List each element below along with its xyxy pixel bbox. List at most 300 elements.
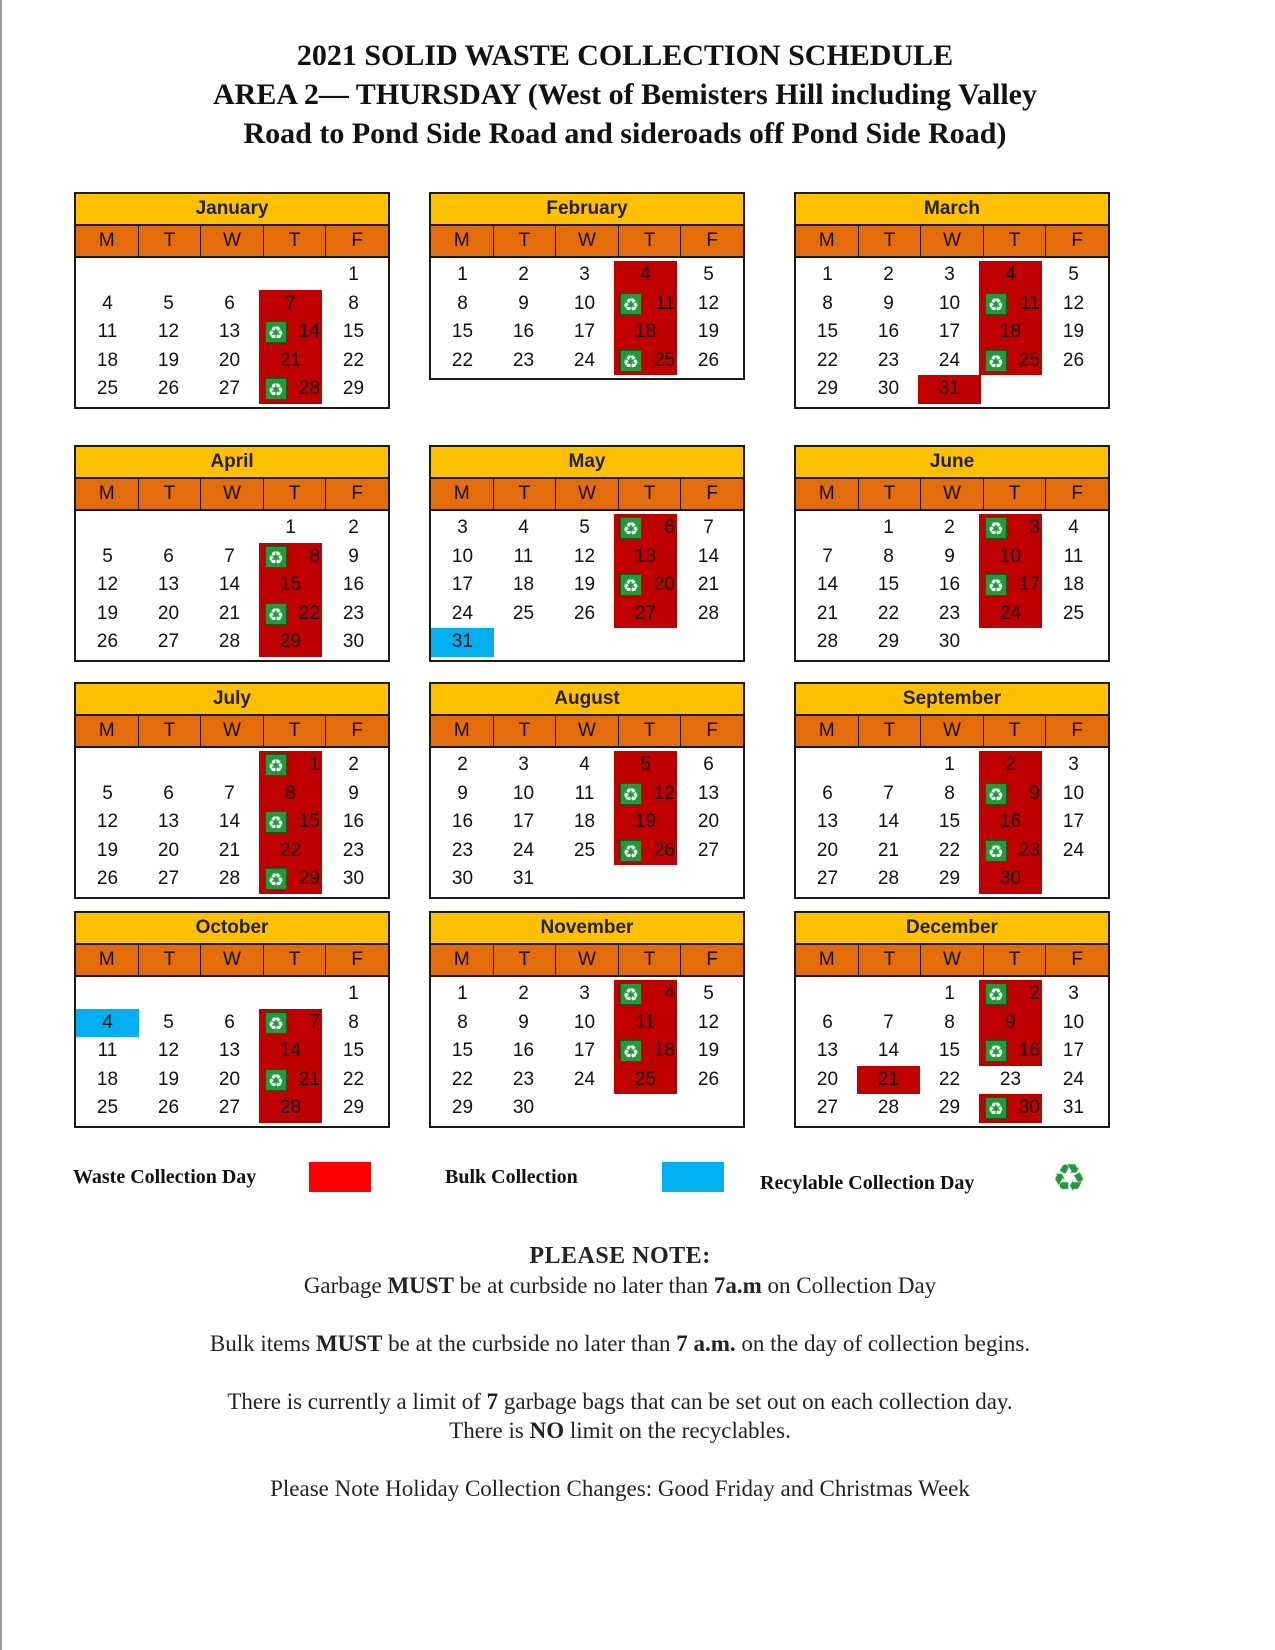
day-cell-waste: 2 — [979, 751, 1042, 780]
day-cell-waste — [259, 600, 322, 629]
day-cell-waste — [614, 347, 677, 376]
day-grid — [76, 511, 388, 660]
weekday-header — [76, 226, 388, 258]
legend-bulk-label: Bulk Collection — [445, 1166, 578, 1188]
day-cell-waste: 28 — [259, 1094, 322, 1123]
day-cell-waste: 18 — [614, 318, 677, 347]
day-cell-waste — [614, 837, 677, 866]
day-cell: 15 — [342, 1040, 365, 1061]
weekday-label: T — [619, 226, 682, 256]
day-cell: 6 — [224, 1011, 235, 1033]
day-cell: 6 — [703, 754, 714, 775]
day-cell: 8 — [457, 1011, 468, 1033]
month-name: May — [431, 447, 743, 479]
recycle-icon: ♻ — [265, 546, 287, 568]
day-number: 16 — [1018, 1040, 1040, 1061]
recycle-icon: ♻ — [265, 1069, 287, 1091]
day-cell: 14 — [877, 811, 900, 832]
day-cell: 2 — [348, 517, 359, 538]
day-cell: 12 — [96, 574, 119, 595]
day-cell: 28 — [877, 868, 900, 889]
weekday-label: M — [76, 479, 139, 509]
day-cell: 4 — [102, 292, 113, 314]
day-cell: 2 — [518, 983, 529, 1004]
recycle-icon: ♻ — [985, 350, 1007, 372]
day-cell: 3 — [1068, 983, 1079, 1004]
weekday-label: W — [921, 226, 984, 256]
recycle-icon: ♻ — [1052, 1158, 1087, 1200]
day-cell: 18 — [573, 811, 596, 832]
day-cell-waste: 14 — [259, 1037, 322, 1066]
day-cell: 19 — [573, 574, 596, 595]
day-cell: 8 — [883, 545, 894, 567]
recycle-icon: ♻ — [620, 983, 642, 1005]
month-january — [74, 192, 390, 409]
weekday-label: T — [494, 479, 557, 509]
day-grid — [796, 511, 1108, 660]
weekday-header — [431, 479, 743, 511]
day-cell: 26 — [697, 349, 720, 371]
day-cell: 25 — [96, 1097, 119, 1118]
day-cell-waste: 27 — [614, 600, 677, 629]
weekday-label: T — [619, 716, 682, 746]
day-cell-waste — [259, 808, 322, 837]
weekday-label: T — [139, 479, 202, 509]
weekday-header — [796, 226, 1108, 258]
day-cell: 16 — [451, 811, 474, 832]
day-cell-waste: 9 — [979, 1009, 1042, 1038]
day-cell: 29 — [342, 378, 365, 399]
day-cell-waste: 21 — [259, 347, 322, 376]
day-cell: 21 — [218, 602, 241, 624]
month-november — [429, 911, 745, 1128]
day-number: 2 — [1029, 983, 1040, 1004]
weekday-label: T — [139, 226, 202, 256]
day-cell: 17 — [1062, 811, 1085, 832]
day-cell: 18 — [96, 349, 119, 371]
recycle-icon: ♻ — [985, 783, 1007, 805]
notes-heading: PLEASE NOTE: — [529, 1243, 711, 1269]
day-cell: 5 — [102, 782, 113, 804]
day-cell: 30 — [877, 378, 900, 399]
day-cell: 6 — [822, 1011, 833, 1033]
day-cell: 24 — [573, 1068, 596, 1090]
day-cell: 10 — [573, 1011, 596, 1033]
day-cell: 10 — [451, 545, 474, 567]
day-cell: 13 — [218, 1040, 241, 1061]
day-cell: 1 — [457, 264, 468, 285]
month-october — [74, 911, 390, 1128]
day-cell: 11 — [574, 782, 595, 804]
weekday-label: T — [984, 226, 1047, 256]
day-cell: 5 — [102, 545, 113, 567]
day-cell: 5 — [579, 517, 590, 538]
day-grid — [431, 977, 743, 1126]
day-cell: 20 — [218, 1068, 241, 1090]
day-cell: 6 — [163, 782, 174, 804]
day-cell: 15 — [877, 574, 900, 595]
day-number: 25 — [1018, 349, 1040, 371]
day-cell-waste: 30 — [979, 865, 1042, 894]
weekday-label: T — [619, 479, 682, 509]
day-cell-waste — [259, 318, 322, 347]
weekday-header — [431, 716, 743, 748]
day-cell: 22 — [938, 1068, 961, 1090]
day-cell: 11 — [1063, 545, 1084, 567]
day-cell: 23 — [999, 1068, 1022, 1090]
notes-recycle-limit-line: There is NO limit on the recyclables. — [449, 1418, 791, 1443]
day-cell: 12 — [697, 292, 720, 314]
day-cell: 25 — [96, 378, 119, 399]
day-number: 17 — [1018, 574, 1040, 595]
day-cell: 24 — [512, 839, 535, 861]
day-cell: 4 — [518, 517, 529, 538]
weekday-label: T — [859, 716, 922, 746]
day-cell: 1 — [285, 517, 296, 538]
day-cell: 30 — [342, 631, 365, 652]
weekday-label: F — [1071, 230, 1083, 251]
recycle-icon: ♻ — [265, 811, 287, 833]
day-cell: 13 — [816, 1040, 839, 1061]
day-grid — [76, 258, 388, 407]
day-cell: 5 — [703, 983, 714, 1004]
day-cell: 3 — [1068, 754, 1079, 775]
day-cell: 27 — [218, 378, 241, 399]
weekday-label: F — [706, 949, 718, 970]
day-cell: 15 — [451, 1040, 474, 1061]
day-grid — [796, 258, 1108, 407]
day-cell-waste: 10 — [979, 543, 1042, 572]
day-cell: 23 — [342, 839, 365, 861]
recycle-icon: ♻ — [265, 1012, 287, 1034]
weekday-label: W — [921, 479, 984, 509]
day-cell: 3 — [579, 264, 590, 285]
day-cell: 11 — [97, 1040, 118, 1061]
day-cell-waste: 21 — [857, 1066, 920, 1095]
recycle-icon: ♻ — [620, 293, 642, 315]
day-cell: 12 — [573, 545, 596, 567]
weekday-label: M — [76, 716, 139, 746]
weekday-label: T — [984, 716, 1047, 746]
day-cell: 19 — [697, 1040, 720, 1061]
weekday-header — [76, 716, 388, 748]
day-cell: 27 — [218, 1097, 241, 1118]
day-cell-waste — [979, 980, 1042, 1009]
day-cell: 23 — [342, 602, 365, 624]
day-cell: 26 — [157, 378, 180, 399]
day-cell: 19 — [96, 602, 119, 624]
weekday-label: T — [859, 226, 922, 256]
weekday-label: M — [796, 479, 859, 509]
day-cell: 17 — [1062, 1040, 1085, 1061]
day-cell-waste — [979, 571, 1042, 600]
day-cell: 13 — [697, 782, 720, 804]
day-number: 25 — [653, 349, 675, 371]
day-cell-waste — [979, 347, 1042, 376]
day-cell: 29 — [938, 868, 961, 889]
weekday-label: T — [139, 716, 202, 746]
day-cell: 16 — [938, 574, 961, 595]
weekday-label: F — [351, 720, 363, 741]
recycle-icon: ♻ — [620, 783, 642, 805]
day-cell-waste — [979, 1037, 1042, 1066]
day-cell: 20 — [697, 811, 720, 832]
day-cell: 12 — [157, 321, 180, 342]
day-cell: 22 — [451, 349, 474, 371]
legend-recycle-label: Recylable Collection Day — [760, 1172, 975, 1194]
day-cell: 15 — [938, 811, 961, 832]
recycle-icon: ♻ — [985, 574, 1007, 596]
recycle-icon: ♻ — [265, 321, 287, 343]
day-cell: 8 — [348, 292, 359, 314]
weekday-label: F — [351, 230, 363, 251]
notes-section — [0, 1242, 1240, 1503]
day-cell: 1 — [944, 754, 955, 775]
month-name: September — [796, 684, 1108, 716]
day-cell: 3 — [944, 264, 955, 285]
day-cell-waste: 18 — [979, 318, 1042, 347]
day-cell: 11 — [97, 321, 118, 342]
day-cell: 16 — [877, 321, 900, 342]
day-cell-waste: 11 — [614, 1009, 677, 1038]
day-cell: 19 — [1062, 321, 1085, 342]
title-line-2: AREA 2— THURSDAY (West of Bemisters Hill including Valley — [213, 78, 1037, 111]
day-cell: 22 — [877, 602, 900, 624]
day-cell: 23 — [512, 1068, 535, 1090]
recycle-icon: ♻ — [620, 574, 642, 596]
day-cell-waste: 4 — [979, 261, 1042, 290]
day-cell: 14 — [218, 574, 241, 595]
day-cell-bulk: 4 — [76, 1009, 139, 1038]
weekday-label: W — [556, 226, 619, 256]
day-cell-waste: 19 — [614, 808, 677, 837]
day-number: 12 — [653, 782, 675, 804]
day-cell: 10 — [512, 782, 535, 804]
weekday-label: F — [1071, 720, 1083, 741]
day-cell: 30 — [451, 868, 474, 889]
weekday-label: W — [556, 479, 619, 509]
day-cell: 16 — [342, 811, 365, 832]
weekday-label: M — [431, 479, 494, 509]
weekday-label: M — [431, 226, 494, 256]
day-cell: 19 — [697, 321, 720, 342]
day-cell-waste: 29 — [259, 628, 322, 657]
legend-bulk-swatch — [662, 1162, 724, 1192]
day-cell: 24 — [938, 349, 961, 371]
day-cell: 22 — [342, 1068, 365, 1090]
day-number: 18 — [653, 1040, 675, 1061]
recycle-icon: ♻ — [265, 868, 287, 890]
weekday-label: T — [859, 479, 922, 509]
day-number: 6 — [664, 517, 675, 538]
day-cell: 2 — [348, 754, 359, 775]
day-cell: 1 — [457, 983, 468, 1004]
day-number: 26 — [653, 839, 675, 861]
day-cell: 1 — [348, 264, 359, 285]
day-cell-waste — [979, 1094, 1042, 1123]
weekday-label: M — [796, 945, 859, 975]
day-number: 1 — [309, 754, 320, 775]
day-cell: 21 — [218, 839, 241, 861]
weekday-label: W — [201, 226, 264, 256]
day-number: 21 — [298, 1068, 320, 1090]
recycle-icon: ♻ — [620, 1040, 642, 1062]
day-number: 20 — [653, 574, 675, 595]
day-cell: 30 — [938, 631, 961, 652]
day-cell: 15 — [451, 321, 474, 342]
day-number: 3 — [1029, 517, 1040, 538]
day-cell: 16 — [512, 1040, 535, 1061]
day-cell: 28 — [816, 631, 839, 652]
day-cell: 9 — [518, 1011, 529, 1033]
weekday-label: T — [859, 945, 922, 975]
day-cell: 29 — [451, 1097, 474, 1118]
recycle-icon: ♻ — [985, 840, 1007, 862]
day-cell-waste: 15 — [259, 571, 322, 600]
month-may — [429, 445, 745, 662]
weekday-header — [796, 479, 1108, 511]
weekday-label: F — [1071, 949, 1083, 970]
notes-bag-limit-line: There is currently a limit of 7 garbage bags that can be set out on each collection day. — [227, 1389, 1013, 1414]
month-name: June — [796, 447, 1108, 479]
day-cell: 7 — [822, 545, 833, 567]
day-cell: 1 — [944, 983, 955, 1004]
day-cell: 18 — [1062, 574, 1085, 595]
day-cell: 10 — [938, 292, 961, 314]
day-cell-waste — [614, 1037, 677, 1066]
day-number: 8 — [309, 545, 320, 567]
day-cell: 7 — [224, 782, 235, 804]
weekday-label: W — [921, 716, 984, 746]
weekday-label: T — [984, 945, 1047, 975]
day-cell: 2 — [883, 264, 894, 285]
day-cell: 24 — [451, 602, 474, 624]
day-cell-waste: 5 — [614, 751, 677, 780]
day-cell: 19 — [96, 839, 119, 861]
day-cell: 5 — [163, 1011, 174, 1033]
day-cell: 28 — [877, 1097, 900, 1118]
day-cell: 27 — [157, 868, 180, 889]
day-cell: 27 — [816, 1097, 839, 1118]
day-cell: 20 — [816, 839, 839, 861]
day-number: 4 — [664, 983, 675, 1004]
day-cell: 11 — [513, 545, 534, 567]
day-cell: 28 — [697, 602, 720, 624]
weekday-label: W — [201, 716, 264, 746]
day-grid — [431, 511, 743, 660]
month-name: November — [431, 913, 743, 945]
page-title — [0, 36, 1250, 153]
day-cell: 14 — [218, 811, 241, 832]
day-cell: 23 — [938, 602, 961, 624]
legend — [0, 1158, 1275, 1202]
day-cell: 26 — [697, 1068, 720, 1090]
month-name: February — [431, 194, 743, 226]
month-name: April — [76, 447, 388, 479]
day-cell: 15 — [816, 321, 839, 342]
day-cell: 20 — [816, 1068, 839, 1090]
title-line-1: 2021 SOLID WASTE COLLECTION SCHEDULE — [296, 39, 954, 72]
day-cell: 24 — [1062, 1068, 1085, 1090]
day-cell: 14 — [816, 574, 839, 595]
day-cell-waste: 7 — [259, 290, 322, 319]
day-cell-waste — [259, 751, 322, 780]
month-name: March — [796, 194, 1108, 226]
day-cell: 3 — [457, 517, 468, 538]
day-cell: 24 — [1062, 839, 1085, 861]
day-cell: 8 — [348, 1011, 359, 1033]
notes-bulk-line: Bulk items MUST be at the curbside no later than 7 a.m. on the day of collection begins. — [209, 1331, 1031, 1356]
recycle-icon: ♻ — [620, 840, 642, 862]
weekday-label: W — [201, 945, 264, 975]
day-cell-bulk: 31 — [431, 628, 494, 657]
day-cell: 16 — [512, 321, 535, 342]
weekday-label: W — [556, 945, 619, 975]
day-cell: 21 — [816, 602, 839, 624]
weekday-label: T — [619, 945, 682, 975]
weekday-label: T — [264, 716, 327, 746]
weekday-label: F — [1071, 483, 1083, 504]
weekday-label: M — [76, 945, 139, 975]
day-cell-waste: 22 — [259, 837, 322, 866]
day-cell: 1 — [883, 517, 894, 538]
day-cell: 4 — [579, 754, 590, 775]
day-cell: 17 — [512, 811, 535, 832]
day-number: 9 — [1029, 782, 1040, 804]
recycle-icon: ♻ — [265, 378, 287, 400]
day-cell: 12 — [1062, 292, 1085, 314]
recycle-icon: ♻ — [985, 983, 1007, 1005]
day-number: 28 — [298, 378, 320, 399]
weekday-header — [796, 716, 1108, 748]
month-july — [74, 682, 390, 899]
notes-garbage-line: Garbage MUST be at curbside no later than 7a.m on Collection Day — [303, 1273, 937, 1298]
day-cell: 1 — [822, 264, 833, 285]
recycle-icon: ♻ — [985, 1097, 1007, 1119]
day-cell: 1 — [348, 983, 359, 1004]
day-cell: 6 — [224, 292, 235, 314]
weekday-label: T — [264, 226, 327, 256]
day-cell-waste — [259, 865, 322, 894]
day-grid — [796, 977, 1108, 1126]
day-cell: 16 — [342, 574, 365, 595]
weekday-label: T — [984, 479, 1047, 509]
day-cell: 21 — [877, 839, 900, 861]
weekday-label: W — [921, 945, 984, 975]
day-cell: 17 — [451, 574, 474, 595]
day-cell: 13 — [218, 321, 241, 342]
day-cell: 22 — [451, 1068, 474, 1090]
day-cell: 12 — [157, 1040, 180, 1061]
day-cell: 17 — [573, 321, 596, 342]
month-february — [429, 192, 745, 380]
weekday-label: T — [494, 945, 557, 975]
day-cell: 19 — [157, 1068, 180, 1090]
month-name: January — [76, 194, 388, 226]
day-cell: 25 — [573, 839, 596, 861]
weekday-label: M — [796, 226, 859, 256]
day-cell: 13 — [157, 574, 180, 595]
day-cell-waste — [614, 290, 677, 319]
day-cell: 9 — [457, 782, 468, 804]
weekday-label: M — [431, 716, 494, 746]
day-cell: 9 — [518, 292, 529, 314]
weekday-label: T — [139, 945, 202, 975]
day-cell-waste — [614, 571, 677, 600]
day-cell: 10 — [1062, 1011, 1085, 1033]
day-cell: 14 — [877, 1040, 900, 1061]
day-cell: 9 — [348, 545, 359, 567]
